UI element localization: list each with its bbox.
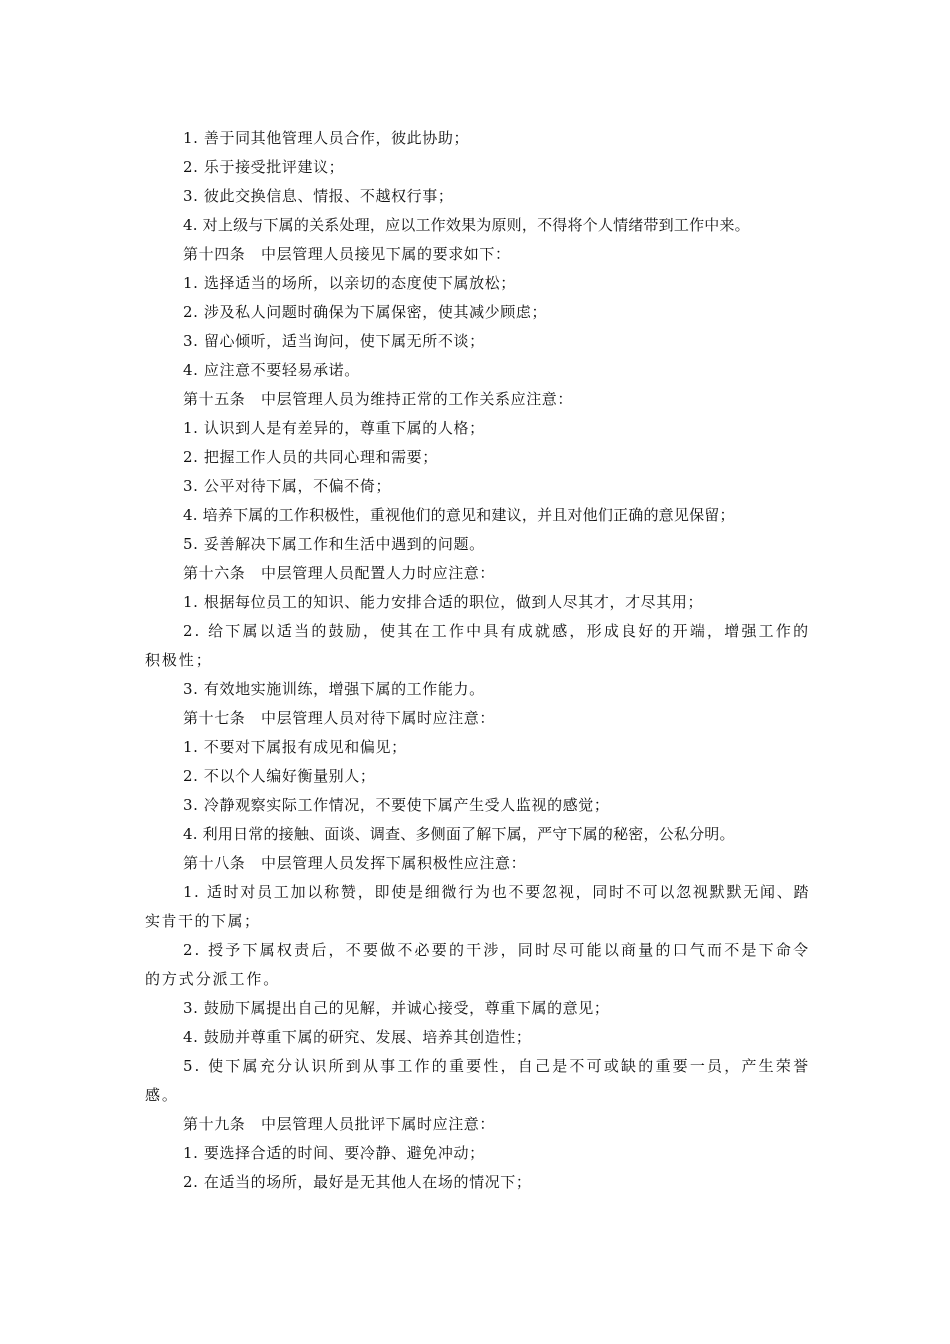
list-item: 1. 要选择合适的时间、要冷静、避免冲动； — [183, 1144, 485, 1162]
list-item: 3. 留心倾听，适当询问，使下属无所不谈； — [183, 332, 485, 350]
article-heading: 第十四条 中层管理人员接见下属的要求如下： — [183, 245, 511, 263]
article-heading: 第十八条 中层管理人员发挥下属积极性应注意： — [183, 854, 527, 872]
list-item: 2. 把握工作人员的共同心理和需要； — [183, 448, 438, 466]
list-item: 2. 授予下属权责后，不要做不必要的干涉，同时尽可能以商量的口气而不是下命令的方式分派工作。 — [145, 941, 810, 988]
list-item: 2. 不以个人编好衡量别人； — [183, 767, 376, 785]
list-item: 3. 公平对待下属，不偏不倚； — [183, 477, 392, 495]
list-item: 3. 彼此交换信息、情报、不越权行事； — [183, 187, 454, 205]
list-item: 1. 适时对员工加以称赞，即使是细微行为也不要忽视，同时不可以忽视默默无闻、踏实肯干的下属； — [145, 883, 810, 930]
document-body — [145, 124, 810, 1197]
list-item: 2. 给下属以适当的鼓励，使其在工作中具有成就感，形成良好的开端，增强工作的积极性； — [145, 622, 810, 669]
list-item: 1. 不要对下属报有成见和偏见； — [183, 738, 407, 756]
list-item: 4. 利用日常的接触、面谈、调查、多侧面了解下属，严守下属的秘密，公私分明。 — [183, 825, 735, 843]
list-item: 2. 在适当的场所，最好是无其他人在场的情况下； — [183, 1173, 532, 1191]
list-item: 3. 冷静观察实际工作情况，不要使下属产生受人监视的感觉； — [183, 796, 610, 814]
list-item: 1. 选择适当的场所，以亲切的态度使下属放松； — [183, 274, 516, 292]
list-item: 1. 根据每位员工的知识、能力安排合适的职位，做到人尽其才，才尽其用； — [183, 593, 704, 611]
list-item: 4. 应注意不要轻易承诺。 — [183, 361, 360, 379]
list-item: 1. 善于同其他管理人员合作，彼此协助； — [183, 129, 470, 147]
article-heading: 第十五条 中层管理人员为维持正常的工作关系应注意： — [183, 390, 574, 408]
list-item: 4. 对上级与下属的关系处理，应以工作效果为原则，不得将个人情绪带到工作中来。 — [183, 216, 750, 234]
article-heading: 第十七条 中层管理人员对待下属时应注意： — [183, 709, 496, 727]
list-item: 2. 乐于接受批评建议； — [183, 158, 345, 176]
list-item: 2. 涉及私人问题时确保为下属保密，使其减少顾虑； — [183, 303, 548, 321]
list-item: 3. 鼓励下属提出自己的见解，并诚心接受，尊重下属的意见； — [183, 999, 610, 1017]
article-heading: 第十九条 中层管理人员批评下属时应注意： — [183, 1115, 496, 1133]
list-item: 5. 妥善解决下属工作和生活中遇到的问题。 — [183, 535, 485, 553]
list-item: 4. 培养下属的工作积极性，重视他们的意见和建议，并且对他们正确的意见保留； — [183, 506, 735, 524]
list-item: 5. 使下属充分认识所到从事工作的重要性，自己是不可或缺的重要一员，产生荣誉感。 — [145, 1057, 810, 1104]
list-item: 3. 有效地实施训练，增强下属的工作能力。 — [183, 680, 485, 698]
list-item: 1. 认识到人是有差异的，尊重下属的人格； — [183, 419, 485, 437]
article-heading: 第十六条 中层管理人员配置人力时应注意： — [183, 564, 496, 582]
list-item: 4. 鼓励并尊重下属的研究、发展、培养其创造性； — [183, 1028, 532, 1046]
